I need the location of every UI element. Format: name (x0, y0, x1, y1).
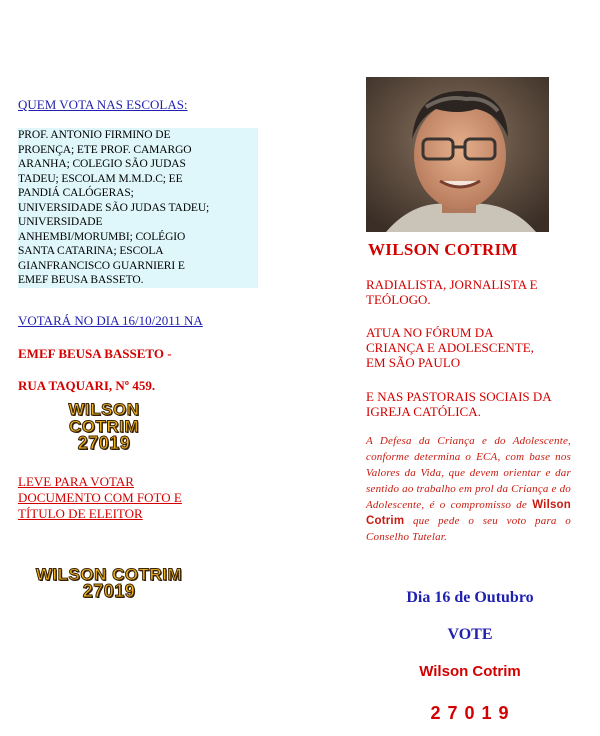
pastoral-info (366, 389, 586, 419)
pastoral-line: E NAS PASTORAIS SOCIAIS DA (366, 389, 552, 404)
forum-line: ATUA NO FÓRUM DA (366, 325, 494, 340)
wordart-name: WILSON COTRIM (68, 400, 140, 436)
forum-info (366, 325, 576, 370)
forum-line: EM SÃO PAULO (366, 355, 461, 370)
schools-line: ARANHA; COLEGIO SÃO JUDAS (18, 158, 186, 170)
bring-documents (18, 474, 182, 522)
forum-line: CRIANÇA E ADOLESCENTE, (366, 340, 534, 355)
profession-line: TEÓLOGO. (366, 292, 431, 307)
schools-line: PANDIÁ CALÓGERAS; (18, 187, 134, 199)
school-name: EMEF BEUSA BASSETO - (18, 346, 172, 361)
vote-label: VOTE (447, 626, 493, 643)
schools-line: EMEF BEUSA BASSETO. (18, 274, 144, 286)
election-day: Dia 16 de Outubro (406, 589, 534, 606)
statement-name: Wilson Cotrim (366, 499, 572, 527)
schools-line: TADEU; ESCOLAM M.M.D.C; EE (18, 172, 183, 185)
commitment-statement (366, 433, 571, 545)
statement-text-end: que pede o seu voto para o Conselho Tutelar. (366, 515, 571, 543)
schools-line: PROENÇA; ETE PROF. CAMARGO (18, 143, 192, 156)
wordart-number: 27019 (77, 433, 131, 453)
schools-line: UNIVERSIDADE (18, 216, 103, 228)
schools-heading: QUEM VOTA NAS ESCOLAS: (18, 97, 188, 112)
school-address: RUA TAQUARI, Nº 459. (18, 378, 156, 393)
wordart-logo-top (34, 401, 174, 452)
schools-line: UNIVERSIDADE SÃO JUDAS TADEU; (18, 201, 210, 214)
schools-line: PROF. ANTONIO FIRMINO DE (18, 129, 171, 141)
schools-line: GIANFRANCISCO GUARNIERI E (18, 259, 185, 272)
wordart-name: WILSON COTRIM (35, 565, 183, 584)
candidate-name-bottom: Wilson Cotrim (419, 663, 521, 680)
candidate-photo (366, 77, 549, 232)
bring-line: TÍTULO DE ELEITOR (18, 506, 143, 521)
candidate-name: WILSON COTRIM (368, 240, 518, 259)
candidate-number: 2 7 0 1 9 (430, 703, 510, 723)
schools-list (18, 128, 258, 288)
profession (366, 277, 576, 307)
wordart-number: 27019 (82, 581, 136, 601)
vote-date-line: VOTARÁ NO DIA 16/10/2011 NA (18, 313, 203, 328)
bring-line: LEVE PARA VOTAR (18, 474, 134, 489)
schools-line: ANHEMBI/MORUMBI; COLÉGIO (18, 230, 186, 243)
bring-line: DOCUMENTO COM FOTO E (18, 490, 182, 505)
statement-text: A Defesa da Criança e do Adolescente, conforme determina o ECA, com base nos Valores da Vida, que devem orientar e dar sentido ao trabalho em prol da Criança e do Adolescente, é o compromisso de (366, 435, 571, 511)
schools-line: SANTA CATARINA; ESCOLA (18, 245, 164, 257)
pastoral-line: IGREJA CATÓLICA. (366, 404, 481, 419)
profession-line: RADIALISTA, JORNALISTA E (366, 277, 538, 292)
wordart-logo-bottom (34, 566, 184, 600)
